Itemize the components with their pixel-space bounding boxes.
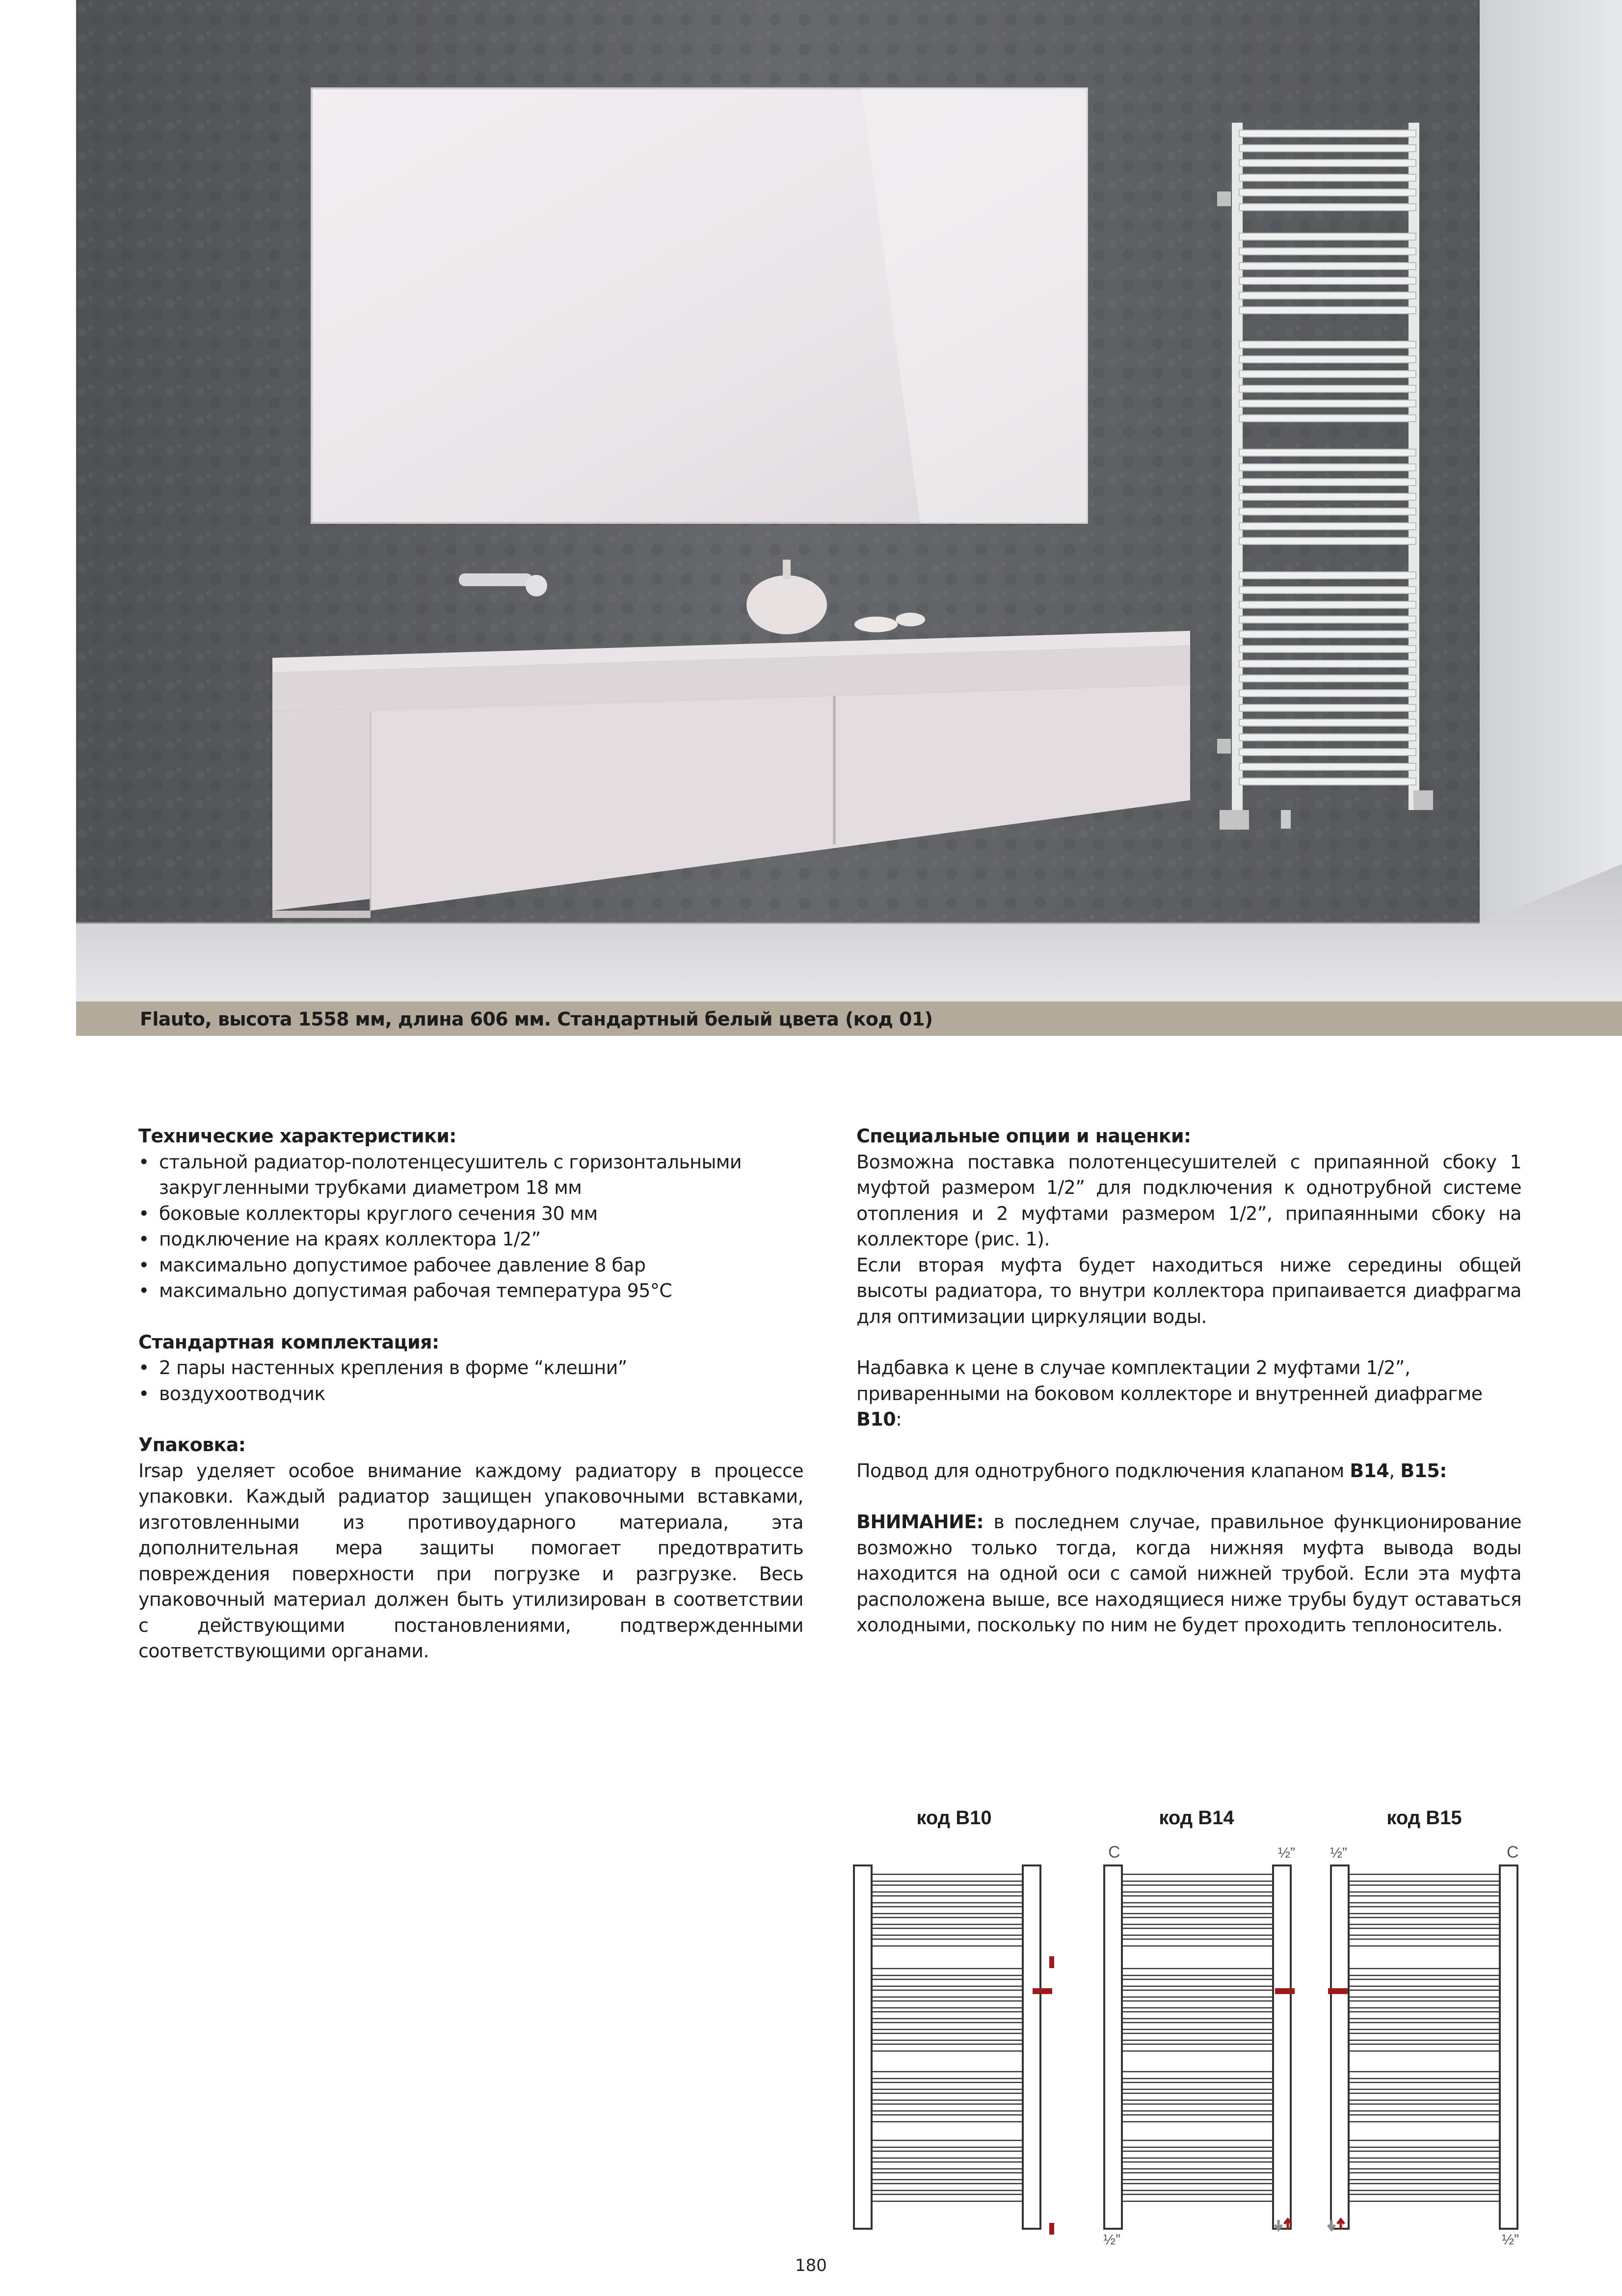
tube (872, 2194, 1023, 2201)
tube (1122, 2093, 1273, 2100)
valve-code-b14: B14 (1350, 1459, 1389, 1482)
tube (1122, 2184, 1273, 2190)
list-item: • максимально допустимая рабочая температура 95°С (138, 1278, 803, 1304)
tube (872, 2151, 1023, 2158)
connector-marker (1049, 2223, 1054, 2235)
tube (872, 1979, 1023, 1986)
tube (1349, 1874, 1500, 1881)
tube (872, 2140, 1023, 2147)
tube (872, 2001, 1023, 2008)
tube (872, 2184, 1023, 2190)
tube (1349, 1969, 1500, 1975)
tube (1122, 1874, 1273, 1881)
tube (872, 1990, 1023, 1997)
tube (1349, 2044, 1500, 2051)
tube (1349, 1907, 1500, 1914)
tube (872, 2082, 1023, 2089)
b15-top-right-label: C (1507, 1843, 1519, 1862)
connector-marker (1049, 1956, 1054, 1968)
diagram-label-b10: код B10 (916, 1807, 992, 1829)
tube (1349, 1885, 1500, 1892)
tube (1122, 2072, 1273, 2079)
tube (872, 2104, 1023, 2111)
tube (872, 2044, 1023, 2051)
tube (872, 2023, 1023, 2029)
standard-list (138, 1355, 803, 1406)
tube (1122, 2104, 1273, 2111)
tube (872, 1896, 1023, 1903)
tube (1122, 1885, 1273, 1892)
list-item: • максимально допустимое рабочее давление 8 бар (138, 1252, 803, 1278)
connector-marker (1033, 1988, 1052, 1994)
tube (1122, 1918, 1273, 1924)
tube (872, 1885, 1023, 1892)
b15-top-left-label: ½” (1330, 1845, 1348, 1861)
options-heading: Специальные опции и наценки: (856, 1125, 1191, 1147)
warning-label: ВНИМАНИЕ: (856, 1511, 984, 1533)
tube (1349, 2115, 1500, 2122)
list-item: • подключение на краях коллектора 1/2” (138, 1226, 803, 1252)
collector-left (1331, 1865, 1349, 2229)
tube (872, 2033, 1023, 2040)
tube (1349, 1939, 1500, 1946)
page-number: 180 (795, 2256, 827, 2275)
list-item: • 2 пары настенных крепления в форме “клешни” (138, 1355, 803, 1381)
left-column (138, 1123, 803, 1664)
tube (1349, 1896, 1500, 1903)
valve-code-b15: B15: (1400, 1459, 1447, 1482)
warning-paragraph (856, 1509, 1521, 1638)
tube (1122, 2140, 1273, 2147)
tube (1122, 2033, 1273, 2040)
tube (1122, 2194, 1273, 2201)
b15-bottom-right-label: ½” (1502, 2232, 1519, 2248)
collector-right (1500, 1865, 1517, 2229)
tech-heading: Технические характеристики: (138, 1125, 456, 1147)
tube (872, 1907, 1023, 1914)
tube (1349, 1979, 1500, 1986)
connection-diagrams (834, 1797, 1551, 2253)
tube (1349, 2093, 1500, 2100)
tube (1122, 1896, 1273, 1903)
tube (1349, 2082, 1500, 2089)
tube (1122, 1939, 1273, 1946)
tube (1122, 1990, 1273, 1997)
tube (1349, 2162, 1500, 2169)
tube (872, 2162, 1023, 2169)
tube (1122, 1907, 1273, 1914)
list-item: • воздухоотводчик (138, 1381, 803, 1407)
tube (1122, 2012, 1273, 2019)
tube (1122, 1969, 1273, 1975)
tube (1349, 2184, 1500, 2190)
connector-marker (1275, 1988, 1295, 1994)
surcharge-code: B10 (856, 1408, 896, 1430)
collector-left (854, 1865, 872, 2229)
tube (1122, 2151, 1273, 2158)
radiator-diagram-b15 (1331, 1865, 1517, 2229)
diagram-label-b15: код B15 (1386, 1807, 1462, 1829)
valve-separator: , (1389, 1459, 1401, 1482)
b14-bottom-left-label: ½” (1103, 2232, 1121, 2248)
packing-text: Irsap уделяет особое внимание каждому радиатору в процессе упаковки. Каждый радиатор защищен упаковочными вставками, изготовленными из противоударного материала, эта дополнительная мера защиты помогает предотвратить повреждения поверхности при погрузке и разгрузке. Весь упаковочный материал должен быть утилизирован в соответствии с действующими постановлениями, подтвержденными соответствующими органами. (138, 1459, 803, 1662)
tube (1349, 1918, 1500, 1924)
tube (1349, 2023, 1500, 2029)
photo-caption: Flauto, высота 1558 мм, длина 606 мм. Стандартный белый цвета (код 01) (76, 1001, 1622, 1036)
tube (1122, 2173, 1273, 2180)
valve-text: Подвод для однотрубного подключения клапаном (856, 1459, 1350, 1482)
tube (1122, 1928, 1273, 1935)
collector-right (1023, 1865, 1040, 2229)
surcharge-end: : (896, 1408, 902, 1430)
tube (1122, 1979, 1273, 1986)
tube (1349, 2151, 1500, 2158)
list-item: • боковые коллекторы круглого сечения 30 мм (138, 1201, 803, 1227)
tube (1349, 1990, 1500, 1997)
tube (1349, 1928, 1500, 1935)
packing-heading: Упаковка: (138, 1434, 246, 1456)
tube (872, 1874, 1023, 1881)
tube (1349, 2104, 1500, 2111)
tube (1122, 2162, 1273, 2169)
tube (1122, 2115, 1273, 2122)
collector-right (1273, 1865, 1291, 2229)
product-photo (76, 0, 1622, 1001)
tube (872, 2115, 1023, 2122)
tube (872, 1939, 1023, 1946)
tube (1349, 2012, 1500, 2019)
list-item: • стальной радиатор-полотенцесушитель с горизонтальными закругленными трубками диаметром 18 мм (138, 1149, 803, 1201)
tube (872, 2093, 1023, 2100)
tube (872, 1918, 1023, 1924)
tube (1122, 2082, 1273, 2089)
collector-left (1104, 1865, 1122, 2229)
tube (1349, 2033, 1500, 2040)
options-paragraph-2: Если вторая муфта будет находиться ниже середины общей высоты радиатора, то внутри коллектора припаивается диафрагма для оптимизации циркуляции воды. (856, 1254, 1521, 1327)
radiator-diagram-b14 (1104, 1865, 1291, 2229)
tube (1122, 2023, 1273, 2029)
b14-top-right-label: ½” (1278, 1845, 1296, 1861)
tube (1349, 2001, 1500, 2008)
surcharge-paragraph (856, 1355, 1521, 1432)
tube (872, 2012, 1023, 2019)
tube (1122, 2044, 1273, 2051)
surcharge-text: Надбавка к цене в случае комплектации 2 муфтами 1/2”, приваренными на боковом коллекторе и внутренней диафрагме (856, 1357, 1483, 1405)
b14-top-left-label: C (1108, 1843, 1120, 1862)
tube (872, 1969, 1023, 1975)
standard-heading: Стандартная комплектация: (138, 1331, 439, 1353)
tube (1122, 2001, 1273, 2008)
diagram-label-b14: код B14 (1159, 1807, 1234, 1829)
right-column (856, 1123, 1521, 1638)
tube (1349, 2072, 1500, 2079)
tech-list (138, 1149, 803, 1304)
radiator-diagram-b10 (854, 1865, 1040, 2229)
tube (1349, 2194, 1500, 2201)
tube (872, 1928, 1023, 1935)
warning-text: в последнем случае, правильное функционирование возможно только тогда, когда нижняя муфта вывода воды находится на одной оси с самой нижней трубой. Если эта муфта расположена выше, все находящиеся ниже трубы будут оставаться холодными, поскольку по ним не будет проходить теплоноситель. (856, 1511, 1521, 1636)
tube (1349, 2173, 1500, 2180)
valve-paragraph (856, 1458, 1521, 1484)
tube (1349, 2140, 1500, 2147)
options-paragraph-1: Возможна поставка полотенцесушителей с припаянной сбоку 1 муфтой размером 1/2” для подключения к однотрубной системе отопления и 2 муфтами размером 1/2”, припаянными сбоку на коллекторе (рис. 1). (856, 1151, 1521, 1250)
tube (872, 2072, 1023, 2079)
connector-marker (1328, 1988, 1348, 1994)
tube (872, 2173, 1023, 2180)
